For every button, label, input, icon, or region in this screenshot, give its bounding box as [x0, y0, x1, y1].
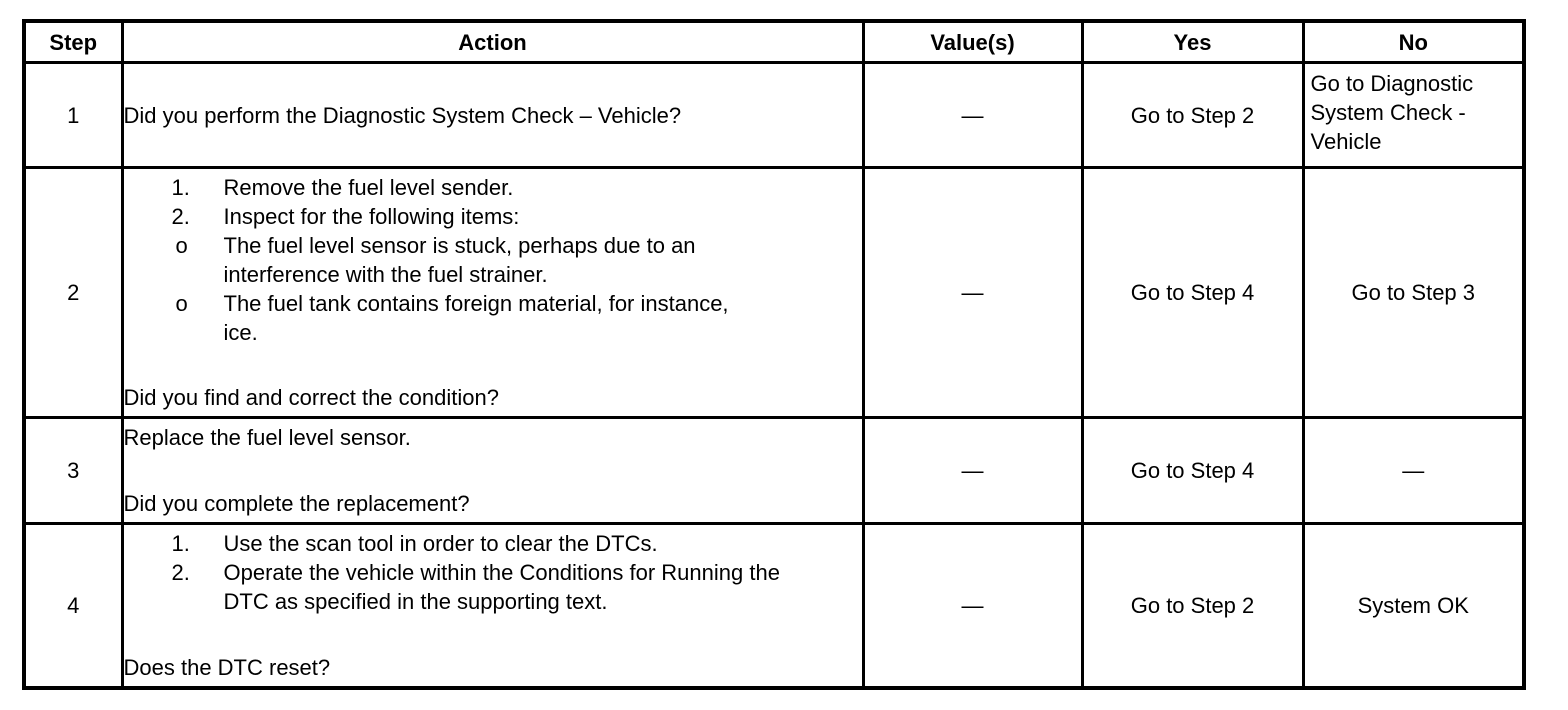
- yes-cell: Go to Step 2: [1082, 63, 1303, 168]
- action-text: Did you perform the Diagnostic System Check – Vehicle?: [123, 102, 682, 128]
- value-cell: [863, 63, 1082, 168]
- list-text: Operate the vehicle within the Conditions for Running the DTC as specified in the supporting text.: [223, 560, 780, 614]
- bullet-marker: o: [175, 291, 188, 316]
- action-question: Did you find and correct the condition?: [123, 385, 499, 410]
- list-item: [172, 289, 734, 347]
- header-yes: Yes: [1082, 21, 1303, 63]
- list-item: [172, 529, 862, 558]
- no-cell: Go to Step 3: [1303, 168, 1524, 418]
- value-dash: —: [961, 102, 984, 128]
- value-cell: [863, 168, 1082, 418]
- bullet-list: [124, 231, 862, 347]
- list-text: Remove the fuel level sender.: [223, 175, 514, 200]
- action-cell: [122, 63, 863, 168]
- table-row: [24, 63, 1524, 168]
- step-number: 1: [24, 63, 122, 168]
- value-cell: [863, 418, 1082, 524]
- action-text: Replace the fuel level sensor.: [123, 425, 411, 450]
- list-number: 1.: [171, 531, 190, 556]
- list-item: [172, 231, 734, 289]
- yes-cell: Go to Step 4: [1082, 168, 1303, 418]
- list-item: [172, 173, 862, 202]
- diagnostic-table-container: [22, 19, 1526, 690]
- list-number: 2.: [171, 560, 190, 585]
- table-row: [24, 418, 1524, 524]
- action-content: [124, 173, 862, 412]
- list-item: [172, 558, 784, 616]
- table-row: [24, 524, 1524, 689]
- header-values: Value(s): [863, 21, 1082, 63]
- no-dash: —: [1402, 458, 1425, 483]
- action-cell: [122, 168, 863, 418]
- no-cell: System OK: [1303, 524, 1524, 689]
- list-text: The fuel tank contains foreign material, for instance, ice.: [223, 291, 729, 345]
- header-action: Action: [122, 21, 863, 63]
- table-row: [24, 168, 1524, 418]
- list-text: Use the scan tool in order to clear the DTCs.: [223, 531, 658, 556]
- action-content: [124, 423, 862, 518]
- value-dash: —: [961, 593, 984, 618]
- value-dash: —: [961, 280, 984, 305]
- action-question: Did you complete the replacement?: [123, 491, 470, 516]
- list-number: 1.: [171, 175, 190, 200]
- action-content: [124, 529, 862, 682]
- list-text: The fuel level sensor is stuck, perhaps due to an interference with the fuel strainer.: [223, 233, 696, 287]
- header-no: No: [1303, 21, 1524, 63]
- yes-cell: Go to Step 2: [1082, 524, 1303, 689]
- diagnostic-table: [22, 19, 1526, 690]
- list-number: 2.: [171, 204, 190, 229]
- table-header-row: [24, 21, 1524, 63]
- action-cell: [122, 524, 863, 689]
- numbered-list: [124, 173, 862, 231]
- value-cell: [863, 524, 1082, 689]
- no-cell: Go to Diagnostic System Check - Vehicle: [1303, 63, 1524, 168]
- action-instructions: [124, 173, 862, 347]
- yes-cell: Go to Step 4: [1082, 418, 1303, 524]
- action-cell: [122, 418, 863, 524]
- list-text: Inspect for the following items:: [223, 204, 520, 229]
- header-step: Step: [24, 21, 122, 63]
- action-question: Does the DTC reset?: [123, 655, 331, 680]
- step-number: 2: [24, 168, 122, 418]
- step-number: 3: [24, 418, 122, 524]
- numbered-list: [124, 529, 862, 616]
- bullet-marker: o: [175, 233, 188, 258]
- value-dash: —: [961, 458, 984, 483]
- step-number: 4: [24, 524, 122, 689]
- no-cell: [1303, 418, 1524, 524]
- list-item: [172, 202, 862, 231]
